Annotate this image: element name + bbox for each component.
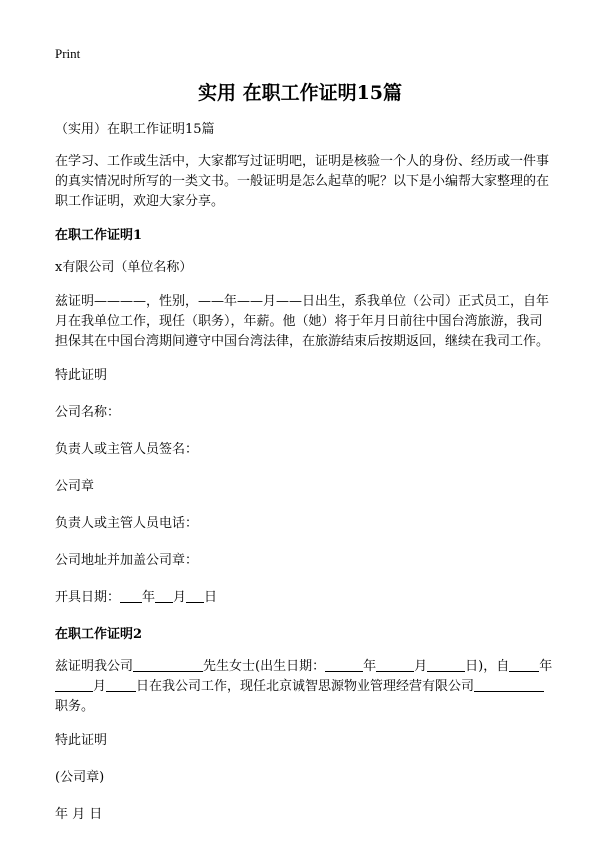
day-blank — [186, 588, 204, 603]
birth-month-blank — [376, 657, 414, 672]
month-label: 月 — [173, 590, 187, 605]
section2-seal: (公司章) — [55, 770, 105, 785]
section2-certify: 特此证明 — [55, 733, 108, 748]
section2-body — [55, 657, 555, 717]
section1-certify: 特此证明 — [55, 368, 108, 383]
section1-address: 公司地址并加盖公司章： — [55, 553, 199, 568]
section1-date-line — [55, 588, 555, 608]
name-blank — [133, 657, 203, 672]
start-day-blank — [106, 677, 136, 692]
section2-heading: 在职工作证明2 — [55, 627, 143, 642]
section1-heading: 在职工作证明1 — [55, 228, 143, 243]
section1-body: 兹证明————，性别，——年——月——日出生，系我单位（公司）正式员工，自年月在我单位工作，现任（职务），年薪。他（她）将于年月日前往中国台湾旅游，我司担保其在中国台湾期间遵守中国台湾法律，在旅游结束后按期返回，继续在我司工作。 — [55, 294, 550, 349]
document-content — [55, 120, 555, 842]
birth-day-blank — [427, 657, 465, 672]
month-blank — [155, 588, 173, 603]
section1-company-name: 公司名称： — [55, 405, 121, 420]
day-label: 日 — [204, 590, 218, 605]
section1-seal: 公司章 — [55, 479, 95, 494]
s2-text-1: 兹证明我公司 — [55, 659, 134, 674]
document-subtitle: （实用）在职工作证明15篇 — [55, 122, 215, 137]
start-year-blank — [509, 657, 539, 672]
section1-signer: 负责人或主管人员签名： — [55, 442, 199, 457]
s2-text-7: 月 — [93, 679, 107, 694]
s2-text-3: 年 — [363, 659, 377, 674]
print-label[interactable]: Print — [55, 46, 81, 61]
s2-text-6: 年 — [539, 659, 553, 674]
s2-text-5: 日)，自 — [465, 659, 510, 674]
document-title: 实用 在职工作证明15篇 — [197, 82, 403, 104]
year-blank — [120, 588, 142, 603]
birth-year-blank — [325, 657, 363, 672]
year-label: 年 — [142, 590, 156, 605]
intro-paragraph: 在学习、工作或生活中，大家都写过证明吧，证明是核验一个人的身份、经历或一件事的真实情况时所写的一类文书。一般证明是怎么起草的呢？以下是小编帮大家整理的在职工作证明，欢迎大家分享。 — [55, 154, 550, 209]
s2-text-9: 职务。 — [55, 699, 95, 714]
section1-company-line: x有限公司（单位名称） — [55, 260, 193, 275]
section2-date: 年 月 日 — [55, 807, 103, 822]
section1-phone: 负责人或主管人员电话： — [55, 516, 199, 531]
s2-text-2: 先生女士(出生日期： — [203, 659, 326, 674]
date-label: 开具日期： — [55, 590, 121, 605]
position-blank — [474, 677, 544, 692]
s2-text-4: 月 — [414, 659, 428, 674]
s2-text-8: 日在我公司工作，现任北京诚智思源物业管理经营有限公司 — [136, 679, 475, 694]
start-month-blank — [55, 677, 93, 692]
